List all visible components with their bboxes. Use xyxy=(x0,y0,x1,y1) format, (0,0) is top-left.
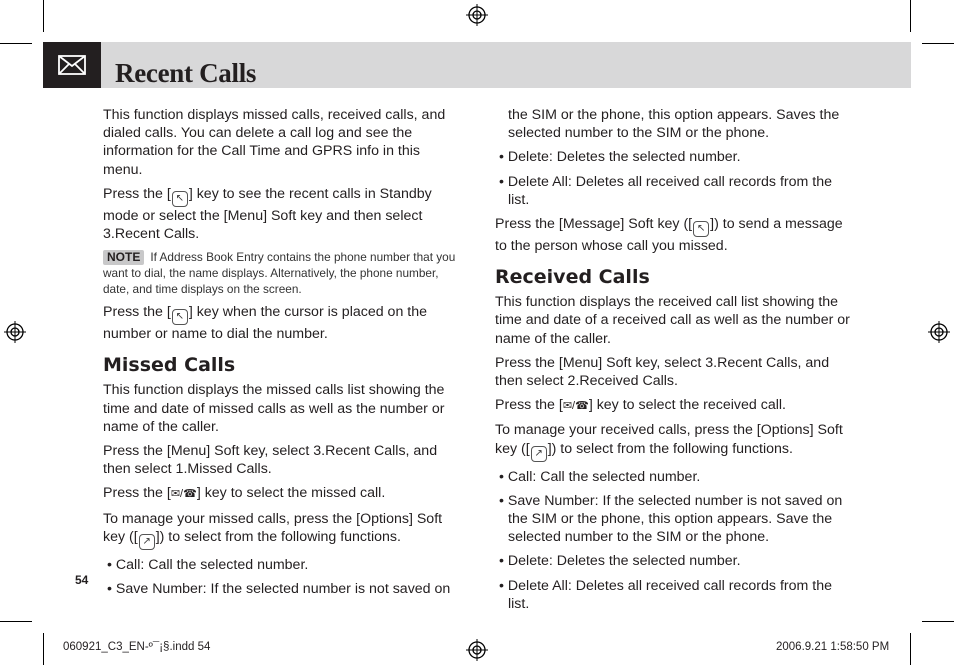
crop-mark xyxy=(922,621,954,622)
left-column xyxy=(103,106,463,604)
crop-mark xyxy=(910,633,911,665)
note-block xyxy=(103,249,463,297)
envelope-phone-key-icon: ✉/☎ xyxy=(562,400,589,413)
save-number-continuation: the SIM or the phone, this option appears. Saves the selected number to the SIM or the phone. xyxy=(508,107,840,142)
crop-mark xyxy=(922,43,954,44)
soft-key-icon: ↗ xyxy=(531,446,547,462)
intro-paragraph: This function displays missed calls, received calls, and dialed calls. You can delete a call log and see the information for the Call Time and GPRS info in this menu. xyxy=(103,107,446,178)
send-key-paragraph: Press the [ ↖ ] key to see the recent calls in Standby mode or select the [Menu] Soft key and then select 3.Recent Calls. xyxy=(103,185,432,243)
bullet-delete: • Delete: Deletes the selected number. xyxy=(499,553,741,570)
note-badge: NOTE xyxy=(103,250,144,265)
send-key-icon: ↖ xyxy=(693,221,709,237)
crop-mark xyxy=(0,621,32,622)
missed-intro-paragraph: This function displays the missed calls list showing the time and date of missed calls as well as the number or name of the caller. xyxy=(103,382,445,435)
crop-mark xyxy=(43,0,44,32)
bullet-delete-all: • Delete All: Deletes all received call records from the list. xyxy=(499,173,832,208)
bullet-save-number: • Save Number: If the selected number is not saved on xyxy=(107,581,451,598)
header-icon-box xyxy=(43,42,101,88)
footer-file-name: 060921_C3_EN-º¯¡§.indd 54 xyxy=(63,641,211,653)
bullet-call: • Call: Call the selected number. xyxy=(499,468,701,485)
registration-mark-icon xyxy=(466,639,488,661)
note-text: If Address Book Entry contains the phone number that you want to dial, the name displays. Alternatively, the phone number, date, and time displays on the screen. xyxy=(103,250,456,297)
bullet-call: • Call: Call the selected number. xyxy=(107,556,309,573)
envelope-phone-key-icon: ✉/☎ xyxy=(170,488,197,501)
missed-menu-paragraph: Press the [Menu] Soft key, select 3.Recent Calls, and then select 1.Missed Calls. xyxy=(103,443,438,478)
send-key-icon: ↖ xyxy=(172,309,188,325)
page-title: Recent Calls xyxy=(115,58,257,88)
bullet-delete: • Delete: Deletes the selected number. xyxy=(499,149,741,166)
received-menu-paragraph: Press the [Menu] Soft key, select 3.Recent Calls, and then select 2.Received Calls. xyxy=(495,354,830,390)
soft-key-icon: ↗ xyxy=(139,534,155,550)
crop-mark xyxy=(910,0,911,32)
send-key-icon: ↖ xyxy=(172,191,188,207)
received-intro-paragraph: This function displays the received call list showing the time and date of a received call as well as the number or name of the caller. xyxy=(495,294,850,347)
page-number: 54 xyxy=(75,573,89,587)
message-key-paragraph: Press the [Message] Soft key ([ ↖ ]) to send a message to the person whose call you missed. xyxy=(495,216,843,255)
bullet-save-number: • Save Number: If the selected number is not saved on the SIM or the phone, this option appears. Save the selected number to the SIM or the phone. xyxy=(499,492,843,546)
registration-mark-icon xyxy=(928,321,950,343)
footer-timestamp: 2006.9.21 1:58:50 PM xyxy=(776,641,890,653)
dial-key-paragraph: Press the [ ↖ ] key when the cursor is placed on the number or name to dial the number. xyxy=(103,304,427,343)
bullet-delete-all: • Delete All: Deletes all received call records from the list. xyxy=(499,577,832,612)
received-options-paragraph: To manage your received calls, press the [Options] Soft key ([ ↗ ]) to select from the following functions. xyxy=(495,421,855,461)
crop-mark xyxy=(0,43,32,44)
crop-mark xyxy=(43,633,44,665)
registration-mark-icon xyxy=(4,321,26,343)
missed-options-paragraph: To manage your missed calls, press the [Options] Soft key ([ ↗ ]) to select from the following functions. xyxy=(103,510,463,550)
missed-calls-heading: Missed Calls xyxy=(103,354,236,377)
envelope-icon xyxy=(58,55,86,75)
registration-mark-icon xyxy=(466,4,488,26)
right-column xyxy=(495,106,855,619)
received-select-paragraph: Press the [✉/☎] key to select the received call. xyxy=(495,397,786,414)
received-calls-heading: Received Calls xyxy=(495,266,650,289)
missed-select-paragraph: Press the [✉/☎] key to select the missed call. xyxy=(103,485,386,502)
